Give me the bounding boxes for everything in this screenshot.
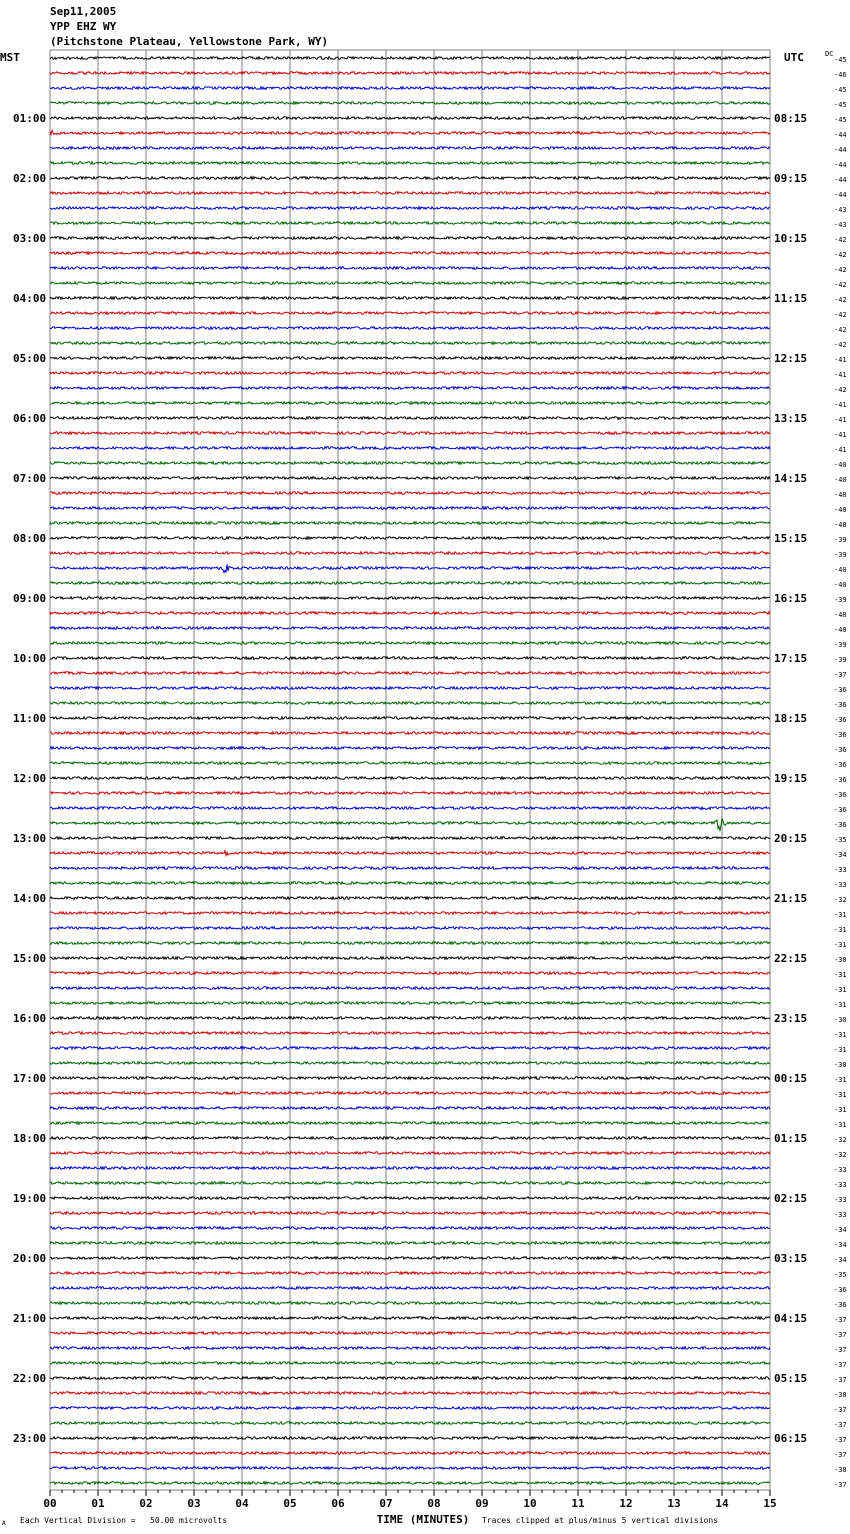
seismic-trace xyxy=(50,147,770,150)
x-tick-label: 00 xyxy=(43,1497,57,1510)
dc-offset-value: -37 xyxy=(834,1346,847,1354)
dc-offset-value: -36 xyxy=(834,761,847,769)
seismic-trace xyxy=(50,432,770,435)
seismic-trace xyxy=(50,372,770,375)
dc-offset-value: -40 xyxy=(834,506,847,514)
dc-offset-value: -40 xyxy=(834,626,847,634)
seismic-trace xyxy=(50,1047,770,1050)
seismic-trace xyxy=(50,252,770,255)
x-tick-label: 13 xyxy=(667,1497,681,1510)
dc-offset-value: -41 xyxy=(834,446,847,454)
dc-offset-value: -45 xyxy=(834,56,847,64)
seismic-trace xyxy=(50,1272,770,1275)
dc-offset-value: -31 xyxy=(834,971,847,979)
utc-hour-label: 06:15 xyxy=(774,1432,808,1445)
dc-offset-value: -30 xyxy=(834,956,847,964)
dc-offset-value: -40 xyxy=(834,566,847,574)
dc-offset-value: -36 xyxy=(834,821,847,829)
utc-hour-label: 11:15 xyxy=(774,292,808,305)
seismic-trace xyxy=(50,642,770,645)
seismic-trace xyxy=(50,1062,770,1065)
dc-offset-value: -42 xyxy=(834,236,847,244)
x-tick-label: 15 xyxy=(763,1497,777,1510)
utc-hour-label: 13:15 xyxy=(774,412,808,425)
seismic-trace xyxy=(50,1377,770,1380)
local-hour-label: 12:00 xyxy=(13,772,47,785)
seismic-trace xyxy=(50,177,770,180)
dc-offset-value: -38 xyxy=(834,1391,847,1399)
seismic-trace xyxy=(50,1392,770,1395)
dc-offset-value: -40 xyxy=(834,491,847,499)
seismic-trace xyxy=(50,1467,770,1470)
clip-note: Traces clipped at plus/minus 5 vertical divisions xyxy=(482,1516,719,1525)
seismic-trace xyxy=(50,1182,770,1185)
local-hour-label: 19:00 xyxy=(13,1192,47,1205)
dc-offset-value: -37 xyxy=(834,1376,847,1384)
dc-offset-value: -42 xyxy=(834,341,847,349)
seismic-trace xyxy=(50,222,770,225)
dc-offset-value: -32 xyxy=(834,1136,847,1144)
dc-offset-value: -36 xyxy=(834,806,847,814)
dc-offset-value: -39 xyxy=(834,551,847,559)
utc-hour-label: 22:15 xyxy=(774,952,808,965)
seismic-trace xyxy=(50,1152,770,1155)
dc-offset-value: -43 xyxy=(834,221,847,229)
local-hour-label: 08:00 xyxy=(13,532,47,545)
local-hour-label: 04:00 xyxy=(13,292,47,305)
local-hour-label: 23:00 xyxy=(13,1432,47,1445)
dc-offset-value: -42 xyxy=(834,326,847,334)
dc-offset-value: -39 xyxy=(834,656,847,664)
dc-offset-value: -42 xyxy=(834,281,847,289)
seismic-trace xyxy=(50,1422,770,1425)
time-grid xyxy=(50,50,770,1490)
local-hour-label: 05:00 xyxy=(13,352,47,365)
dc-offset-value: -31 xyxy=(834,1091,847,1099)
seismic-trace xyxy=(50,342,770,345)
utc-hour-label: 12:15 xyxy=(774,352,808,365)
seismic-trace xyxy=(50,837,770,840)
seismic-trace xyxy=(50,564,770,572)
x-tick-label: 01 xyxy=(91,1497,105,1510)
seismic-trace xyxy=(50,582,770,585)
dc-offset-value: -37 xyxy=(834,1316,847,1324)
dc-offset-value: -39 xyxy=(834,536,847,544)
seismic-trace xyxy=(50,927,770,930)
seismic-trace xyxy=(50,537,770,540)
seismic-trace xyxy=(50,612,770,615)
utc-hour-label: 01:15 xyxy=(774,1132,808,1145)
dc-offset-value: -42 xyxy=(834,266,847,274)
seismic-trace xyxy=(50,1017,770,1020)
x-tick-label: 11 xyxy=(571,1497,585,1510)
dc-offset-value: -44 xyxy=(834,146,847,154)
seismic-trace xyxy=(50,477,770,480)
dc-offset-value: -39 xyxy=(834,641,847,649)
dc-offset-value: -36 xyxy=(834,776,847,784)
seismic-trace xyxy=(50,1302,770,1305)
dc-offset-value: -42 xyxy=(834,296,847,304)
utc-hour-label: 16:15 xyxy=(774,592,808,605)
dc-offset-value: -36 xyxy=(834,1286,847,1294)
utc-hour-label: 00:15 xyxy=(774,1072,808,1085)
seismic-trace xyxy=(50,552,770,555)
utc-hour-label: 05:15 xyxy=(774,1372,808,1385)
seismic-trace xyxy=(50,942,770,945)
dc-offset-value: -33 xyxy=(834,1196,847,1204)
seismic-trace xyxy=(50,237,770,240)
dc-offset-value: -44 xyxy=(834,176,847,184)
dc-offset-value: -40 xyxy=(834,581,847,589)
utc-hour-label: 18:15 xyxy=(774,712,808,725)
dc-offset-value: -32 xyxy=(834,1151,847,1159)
seismic-trace xyxy=(50,267,770,270)
seismic-trace xyxy=(50,462,770,465)
dc-offset-value: -34 xyxy=(834,1241,847,1249)
utc-hour-label: 10:15 xyxy=(774,232,808,245)
dc-offset-value: -40 xyxy=(834,461,847,469)
seismic-trace xyxy=(50,72,770,75)
local-hour-label: 10:00 xyxy=(13,652,47,665)
seismic-trace xyxy=(50,327,770,330)
dc-offset-value: -31 xyxy=(834,926,847,934)
dc-offset-value: -37 xyxy=(834,1331,847,1339)
plot-frame xyxy=(50,50,770,1490)
seismic-trace xyxy=(50,1242,770,1245)
dc-offset-value: -36 xyxy=(834,686,847,694)
seismic-trace xyxy=(50,1362,770,1365)
dc-offset-value: -37 xyxy=(834,1436,847,1444)
plot-date: Sep11,2005 xyxy=(50,5,117,18)
dc-offset-value: -36 xyxy=(834,791,847,799)
dc-offset-value: -36 xyxy=(834,746,847,754)
seismic-trace xyxy=(50,1122,770,1125)
dc-offset-value: -31 xyxy=(834,1046,847,1054)
seismic-trace xyxy=(50,282,770,285)
dc-offset-value: -37 xyxy=(834,1421,847,1429)
seismic-trace xyxy=(50,117,770,120)
seismic-trace xyxy=(50,1197,770,1200)
dc-offset-value: -46 xyxy=(834,71,847,79)
dc-offset-value: -31 xyxy=(834,1121,847,1129)
local-hour-label: 18:00 xyxy=(13,1132,47,1145)
utc-hour-label: 15:15 xyxy=(774,532,808,545)
seismic-trace xyxy=(50,387,770,390)
utc-hour-label: 23:15 xyxy=(774,1012,808,1025)
dc-offset-value: -30 xyxy=(834,1061,847,1069)
dc-offset-value: -34 xyxy=(834,851,847,859)
dc-offset-value: -34 xyxy=(834,1256,847,1264)
dc-offset-value: -30 xyxy=(834,1016,847,1024)
local-hour-label: 03:00 xyxy=(13,232,47,245)
dc-offset-value: -37 xyxy=(834,1451,847,1459)
station-location: (Pitchstone Plateau, Yellowstone Park, WY) xyxy=(50,35,329,48)
x-tick-label: 12 xyxy=(619,1497,633,1510)
seismic-trace xyxy=(50,1437,770,1440)
seismic-traces xyxy=(50,57,770,1485)
seismic-trace xyxy=(50,1482,770,1485)
dc-offset-header: DC xyxy=(825,50,834,58)
dc-offset-value: -33 xyxy=(834,1166,847,1174)
seismic-trace xyxy=(50,297,770,300)
utc-hour-label: 17:15 xyxy=(774,652,808,665)
local-hour-label: 01:00 xyxy=(13,112,47,125)
dc-offset-value: -45 xyxy=(834,101,847,109)
x-axis-title: TIME (MINUTES) xyxy=(376,1513,470,1526)
seismic-trace xyxy=(50,957,770,960)
utc-hour-label: 14:15 xyxy=(774,472,808,485)
dc-offset-value: -44 xyxy=(834,161,847,169)
dc-offset-value: -42 xyxy=(834,251,847,259)
utc-hour-label: 04:15 xyxy=(774,1312,808,1325)
local-hour-label: 06:00 xyxy=(13,412,47,425)
left-timezone-label: MST xyxy=(0,51,20,64)
x-tick-label: 14 xyxy=(715,1497,729,1510)
dc-offset-value: -36 xyxy=(834,716,847,724)
local-hour-label: 20:00 xyxy=(13,1252,47,1265)
seismic-trace xyxy=(50,777,770,780)
local-hour-label: 13:00 xyxy=(13,832,47,845)
seismic-trace xyxy=(50,1002,770,1005)
seismic-trace xyxy=(50,912,770,915)
seismic-trace xyxy=(50,1452,770,1455)
seismic-trace xyxy=(50,807,770,810)
seismic-trace xyxy=(50,597,770,600)
local-hour-label: 17:00 xyxy=(13,1072,47,1085)
x-tick-label: 07 xyxy=(379,1497,393,1510)
seismic-trace xyxy=(50,851,770,856)
seismic-trace xyxy=(50,732,770,735)
local-hour-label: 09:00 xyxy=(13,592,47,605)
dc-offset-value: -41 xyxy=(834,371,847,379)
x-tick-label: 05 xyxy=(283,1497,297,1510)
dc-offset-value: -37 xyxy=(834,1361,847,1369)
seismic-trace xyxy=(50,762,770,765)
dc-offset-value: -44 xyxy=(834,191,847,199)
local-hour-label: 15:00 xyxy=(13,952,47,965)
seismic-trace xyxy=(50,867,770,870)
seismic-trace xyxy=(50,1332,770,1335)
right-timezone-label: UTC xyxy=(784,51,804,64)
seismic-trace xyxy=(50,522,770,525)
seismic-trace xyxy=(50,192,770,195)
seismic-trace xyxy=(50,357,770,360)
seismic-trace xyxy=(50,1137,770,1140)
utc-hour-label: 19:15 xyxy=(774,772,808,785)
dc-offset-value: -35 xyxy=(834,836,847,844)
utc-hour-label: 02:15 xyxy=(774,1192,808,1205)
dc-offset-value: -33 xyxy=(834,1211,847,1219)
dc-offset-value: -41 xyxy=(834,431,847,439)
utc-hour-label: 03:15 xyxy=(774,1252,808,1265)
seismic-trace xyxy=(50,1092,770,1095)
seismic-trace xyxy=(50,1287,770,1290)
dc-offset-value: -35 xyxy=(834,1271,847,1279)
dc-offset-value: -39 xyxy=(834,596,847,604)
dc-offset-value: -31 xyxy=(834,986,847,994)
dc-offset-value: -44 xyxy=(834,131,847,139)
local-hour-label: 21:00 xyxy=(13,1312,47,1325)
dc-offset-value: -42 xyxy=(834,311,847,319)
dc-offset-value: -41 xyxy=(834,416,847,424)
seismic-trace xyxy=(50,207,770,210)
seismic-trace xyxy=(50,897,770,900)
dc-offset-value: -38 xyxy=(834,1466,847,1474)
seismic-trace xyxy=(50,792,770,795)
local-hour-label: 07:00 xyxy=(13,472,47,485)
seismic-trace xyxy=(50,87,770,90)
dc-offset-value: -45 xyxy=(834,86,847,94)
seismic-trace xyxy=(50,312,770,315)
scale-note: Each Vertical Division = 50.00 microvolts xyxy=(20,1516,228,1525)
dc-offset-value: -43 xyxy=(834,206,847,214)
seismic-trace xyxy=(50,717,770,720)
x-tick-label: 10 xyxy=(523,1497,537,1510)
seismic-trace xyxy=(50,882,770,885)
station-code: YPP EHZ WY xyxy=(50,20,117,33)
seismic-trace xyxy=(50,987,770,990)
utc-hour-label: 08:15 xyxy=(774,112,808,125)
dc-offset-value: -41 xyxy=(834,356,847,364)
dc-offset-value: -31 xyxy=(834,1001,847,1009)
seismic-trace xyxy=(50,818,770,831)
x-tick-label: 06 xyxy=(331,1497,345,1510)
seismic-trace xyxy=(50,1107,770,1110)
x-tick-label: 04 xyxy=(235,1497,249,1510)
seismic-trace xyxy=(50,417,770,420)
dc-offset-value: -31 xyxy=(834,1031,847,1039)
seismic-trace xyxy=(50,627,770,630)
dc-offset-value: -31 xyxy=(834,941,847,949)
seismic-trace xyxy=(50,1347,770,1350)
dc-offset-value: -40 xyxy=(834,611,847,619)
seismic-trace xyxy=(50,492,770,495)
dc-offset-value: -31 xyxy=(834,911,847,919)
seismic-trace xyxy=(50,402,770,405)
dc-offset-value: -33 xyxy=(834,866,847,874)
x-tick-label: 09 xyxy=(475,1497,489,1510)
dc-offset-value: -37 xyxy=(834,671,847,679)
seismic-trace xyxy=(50,687,770,690)
dc-offset-value: -37 xyxy=(834,1406,847,1414)
dc-offset-value: -36 xyxy=(834,701,847,709)
dc-offset-value: -32 xyxy=(834,896,847,904)
seismic-trace xyxy=(50,57,770,60)
dc-offset-value: -33 xyxy=(834,1181,847,1189)
seismic-trace xyxy=(50,747,770,750)
dc-offset-value: -41 xyxy=(834,401,847,409)
seismic-trace xyxy=(50,1257,770,1260)
dc-offset-value: -36 xyxy=(834,1301,847,1309)
local-hour-label: 11:00 xyxy=(13,712,47,725)
seismic-trace xyxy=(50,447,770,450)
utc-hour-label: 09:15 xyxy=(774,172,808,185)
dc-offset-value: -31 xyxy=(834,1106,847,1114)
dc-offset-value: -40 xyxy=(834,476,847,484)
seismic-trace xyxy=(50,1077,770,1080)
seismic-trace xyxy=(50,672,770,675)
local-hour-label: 22:00 xyxy=(13,1372,47,1385)
dc-offset-value: -34 xyxy=(834,1226,847,1234)
utc-hour-label: 21:15 xyxy=(774,892,808,905)
seismic-trace xyxy=(50,1032,770,1035)
dc-offset-value: -45 xyxy=(834,116,847,124)
dc-offset-value: -33 xyxy=(834,881,847,889)
seismic-trace xyxy=(50,130,770,134)
seismic-trace xyxy=(50,657,770,660)
dc-offset-value: -37 xyxy=(834,1481,847,1489)
seismic-trace xyxy=(50,702,770,705)
seismic-trace xyxy=(50,1227,770,1230)
seismic-trace xyxy=(50,507,770,510)
local-hour-label: 14:00 xyxy=(13,892,47,905)
x-tick-label: 02 xyxy=(139,1497,153,1510)
seismic-trace xyxy=(50,1167,770,1170)
x-tick-label: 08 xyxy=(427,1497,441,1510)
seismic-trace xyxy=(50,1317,770,1320)
dc-offset-value: -40 xyxy=(834,521,847,529)
dc-offset-value: -36 xyxy=(834,731,847,739)
seismic-trace xyxy=(50,102,770,105)
scale-mark: A xyxy=(2,1520,6,1527)
local-hour-label: 16:00 xyxy=(13,1012,47,1025)
local-hour-label: 02:00 xyxy=(13,172,47,185)
seismic-trace xyxy=(50,162,770,165)
dc-offset-value: -31 xyxy=(834,1076,847,1084)
seismic-trace xyxy=(50,1212,770,1215)
dc-offset-value: -42 xyxy=(834,386,847,394)
seismic-trace xyxy=(50,1407,770,1410)
utc-hour-label: 20:15 xyxy=(774,832,808,845)
x-tick-label: 03 xyxy=(187,1497,201,1510)
seismic-trace xyxy=(50,972,770,975)
